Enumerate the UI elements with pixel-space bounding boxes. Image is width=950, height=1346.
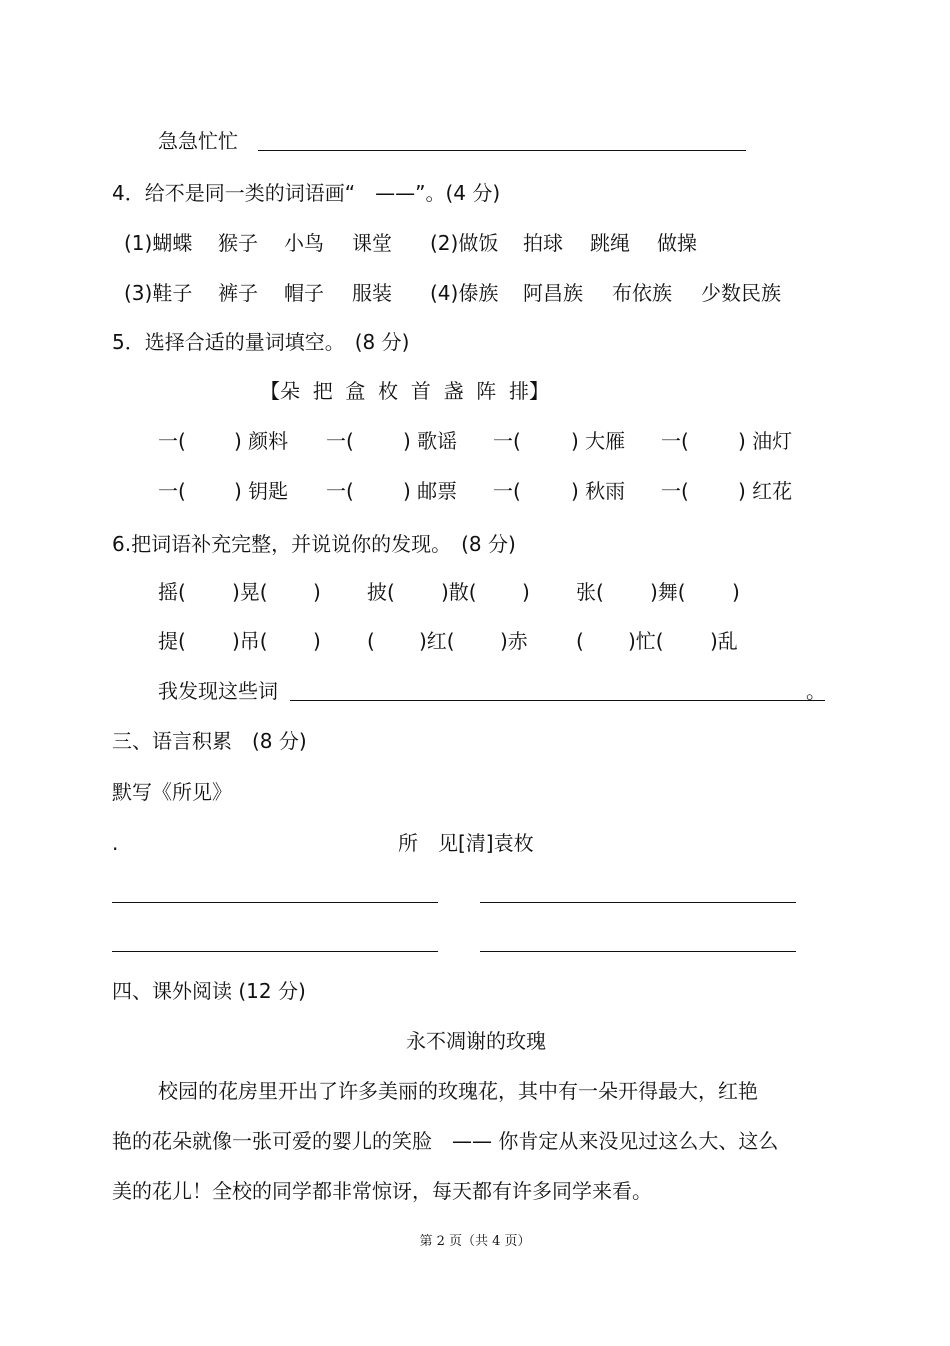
poem-line[interactable] [480, 902, 796, 903]
q4-word: 布依族 [612, 281, 672, 305]
q6-part: 披( [367, 580, 395, 604]
q3-word: 急急忙忙 [158, 129, 238, 153]
q5-item: ) 钥匙 [234, 479, 289, 503]
section4-title: 四、课外阅读 (12 分) [112, 979, 306, 1003]
q6-part: )红( [419, 629, 455, 653]
discovery-label: 我发现这些词 [158, 679, 278, 703]
q5-prefix: 一( [493, 429, 521, 453]
article-line: 艳的花朵就像一张可爱的婴儿的笑脸 —— 你肯定从来没见过这么大、这么 [112, 1129, 779, 1153]
q4-word: 跳绳 [590, 231, 630, 255]
q5-prefix: 一( [661, 429, 689, 453]
q4-word: 少数民族 [701, 281, 781, 305]
q4-word: 帽子 [284, 281, 324, 305]
answer-line[interactable] [258, 150, 746, 151]
section3-subtitle: 默写《所见》 [112, 780, 232, 804]
q4-word: (1)蝴蝶 [124, 231, 193, 255]
q4-title: 4．给不是同一类的词语画“ ——”。(4 分) [112, 181, 501, 205]
section3-dot: . [112, 831, 119, 855]
q6-part: )晃( [232, 580, 268, 604]
q6-part: ) [522, 580, 530, 604]
q6-part: )乱 [710, 629, 738, 653]
q5-prefix: 一( [326, 479, 354, 503]
q5-title: 5．选择合适的量词填空。 (8 分) [112, 330, 410, 354]
q5-item: ) 油灯 [738, 429, 793, 453]
q6-part: 张( [576, 580, 604, 604]
q4-word: 拍球 [523, 231, 563, 255]
q4-word: (2)做饭 [430, 231, 499, 255]
q5-item: ) 秋雨 [571, 479, 626, 503]
q6-part: ) [313, 629, 321, 653]
q6-part: ( [367, 629, 375, 653]
q4-word: 课堂 [352, 231, 392, 255]
q5-item: ) 歌谣 [403, 429, 458, 453]
discovery-end: 。 [806, 679, 826, 703]
q4-word: 猴子 [218, 231, 258, 255]
page-number: 第 2 页（共 4 页） [419, 1234, 531, 1249]
q5-prefix: 一( [158, 429, 186, 453]
q6-part: 摇( [158, 580, 186, 604]
measure-word-options: 【朵 把 盒 枚 首 盏 阵 排】 [260, 379, 550, 403]
q4-word: 阿昌族 [523, 281, 583, 305]
q6-part: )忙( [628, 629, 664, 653]
q6-part: )舞( [650, 580, 686, 604]
section3-title: 三、语言积累 (8 分) [112, 729, 307, 753]
q4-word: (3)鞋子 [124, 281, 193, 305]
poem-line[interactable] [112, 951, 438, 952]
q4-word: 做操 [657, 231, 697, 255]
q5-prefix: 一( [661, 479, 689, 503]
q4-word: 小鸟 [284, 231, 324, 255]
q6-part: ( [576, 629, 584, 653]
poem-line[interactable] [480, 951, 796, 952]
q5-prefix: 一( [158, 479, 186, 503]
poem-title: 所 见[清]袁枚 [398, 831, 534, 855]
q6-part: ) [732, 580, 740, 604]
discovery-answer-line[interactable] [290, 700, 825, 701]
article-line: 校园的花房里开出了许多美丽的玫瑰花，其中有一朵开得最大，红艳 [158, 1079, 758, 1103]
article-title: 永不凋谢的玫瑰 [406, 1029, 546, 1053]
article-line: 美的花儿！全校的同学都非常惊讶，每天都有许多同学来看。 [112, 1179, 652, 1203]
q6-part: )散( [441, 580, 477, 604]
q5-item: ) 大雁 [571, 429, 626, 453]
q6-part: ) [313, 580, 321, 604]
q5-item: ) 颜料 [234, 429, 289, 453]
q4-word: 裤子 [218, 281, 258, 305]
q6-part: 提( [158, 629, 186, 653]
q5-item: ) 红花 [738, 479, 793, 503]
q4-word: (4)傣族 [430, 281, 499, 305]
q6-title: 6.把词语补充完整，并说说你的发现。 (8 分) [112, 532, 516, 556]
q6-part: )赤 [500, 629, 528, 653]
q5-prefix: 一( [493, 479, 521, 503]
q6-part: )吊( [232, 629, 268, 653]
q5-prefix: 一( [326, 429, 354, 453]
q4-word: 服装 [352, 281, 392, 305]
q5-item: ) 邮票 [403, 479, 458, 503]
poem-line[interactable] [112, 902, 438, 903]
